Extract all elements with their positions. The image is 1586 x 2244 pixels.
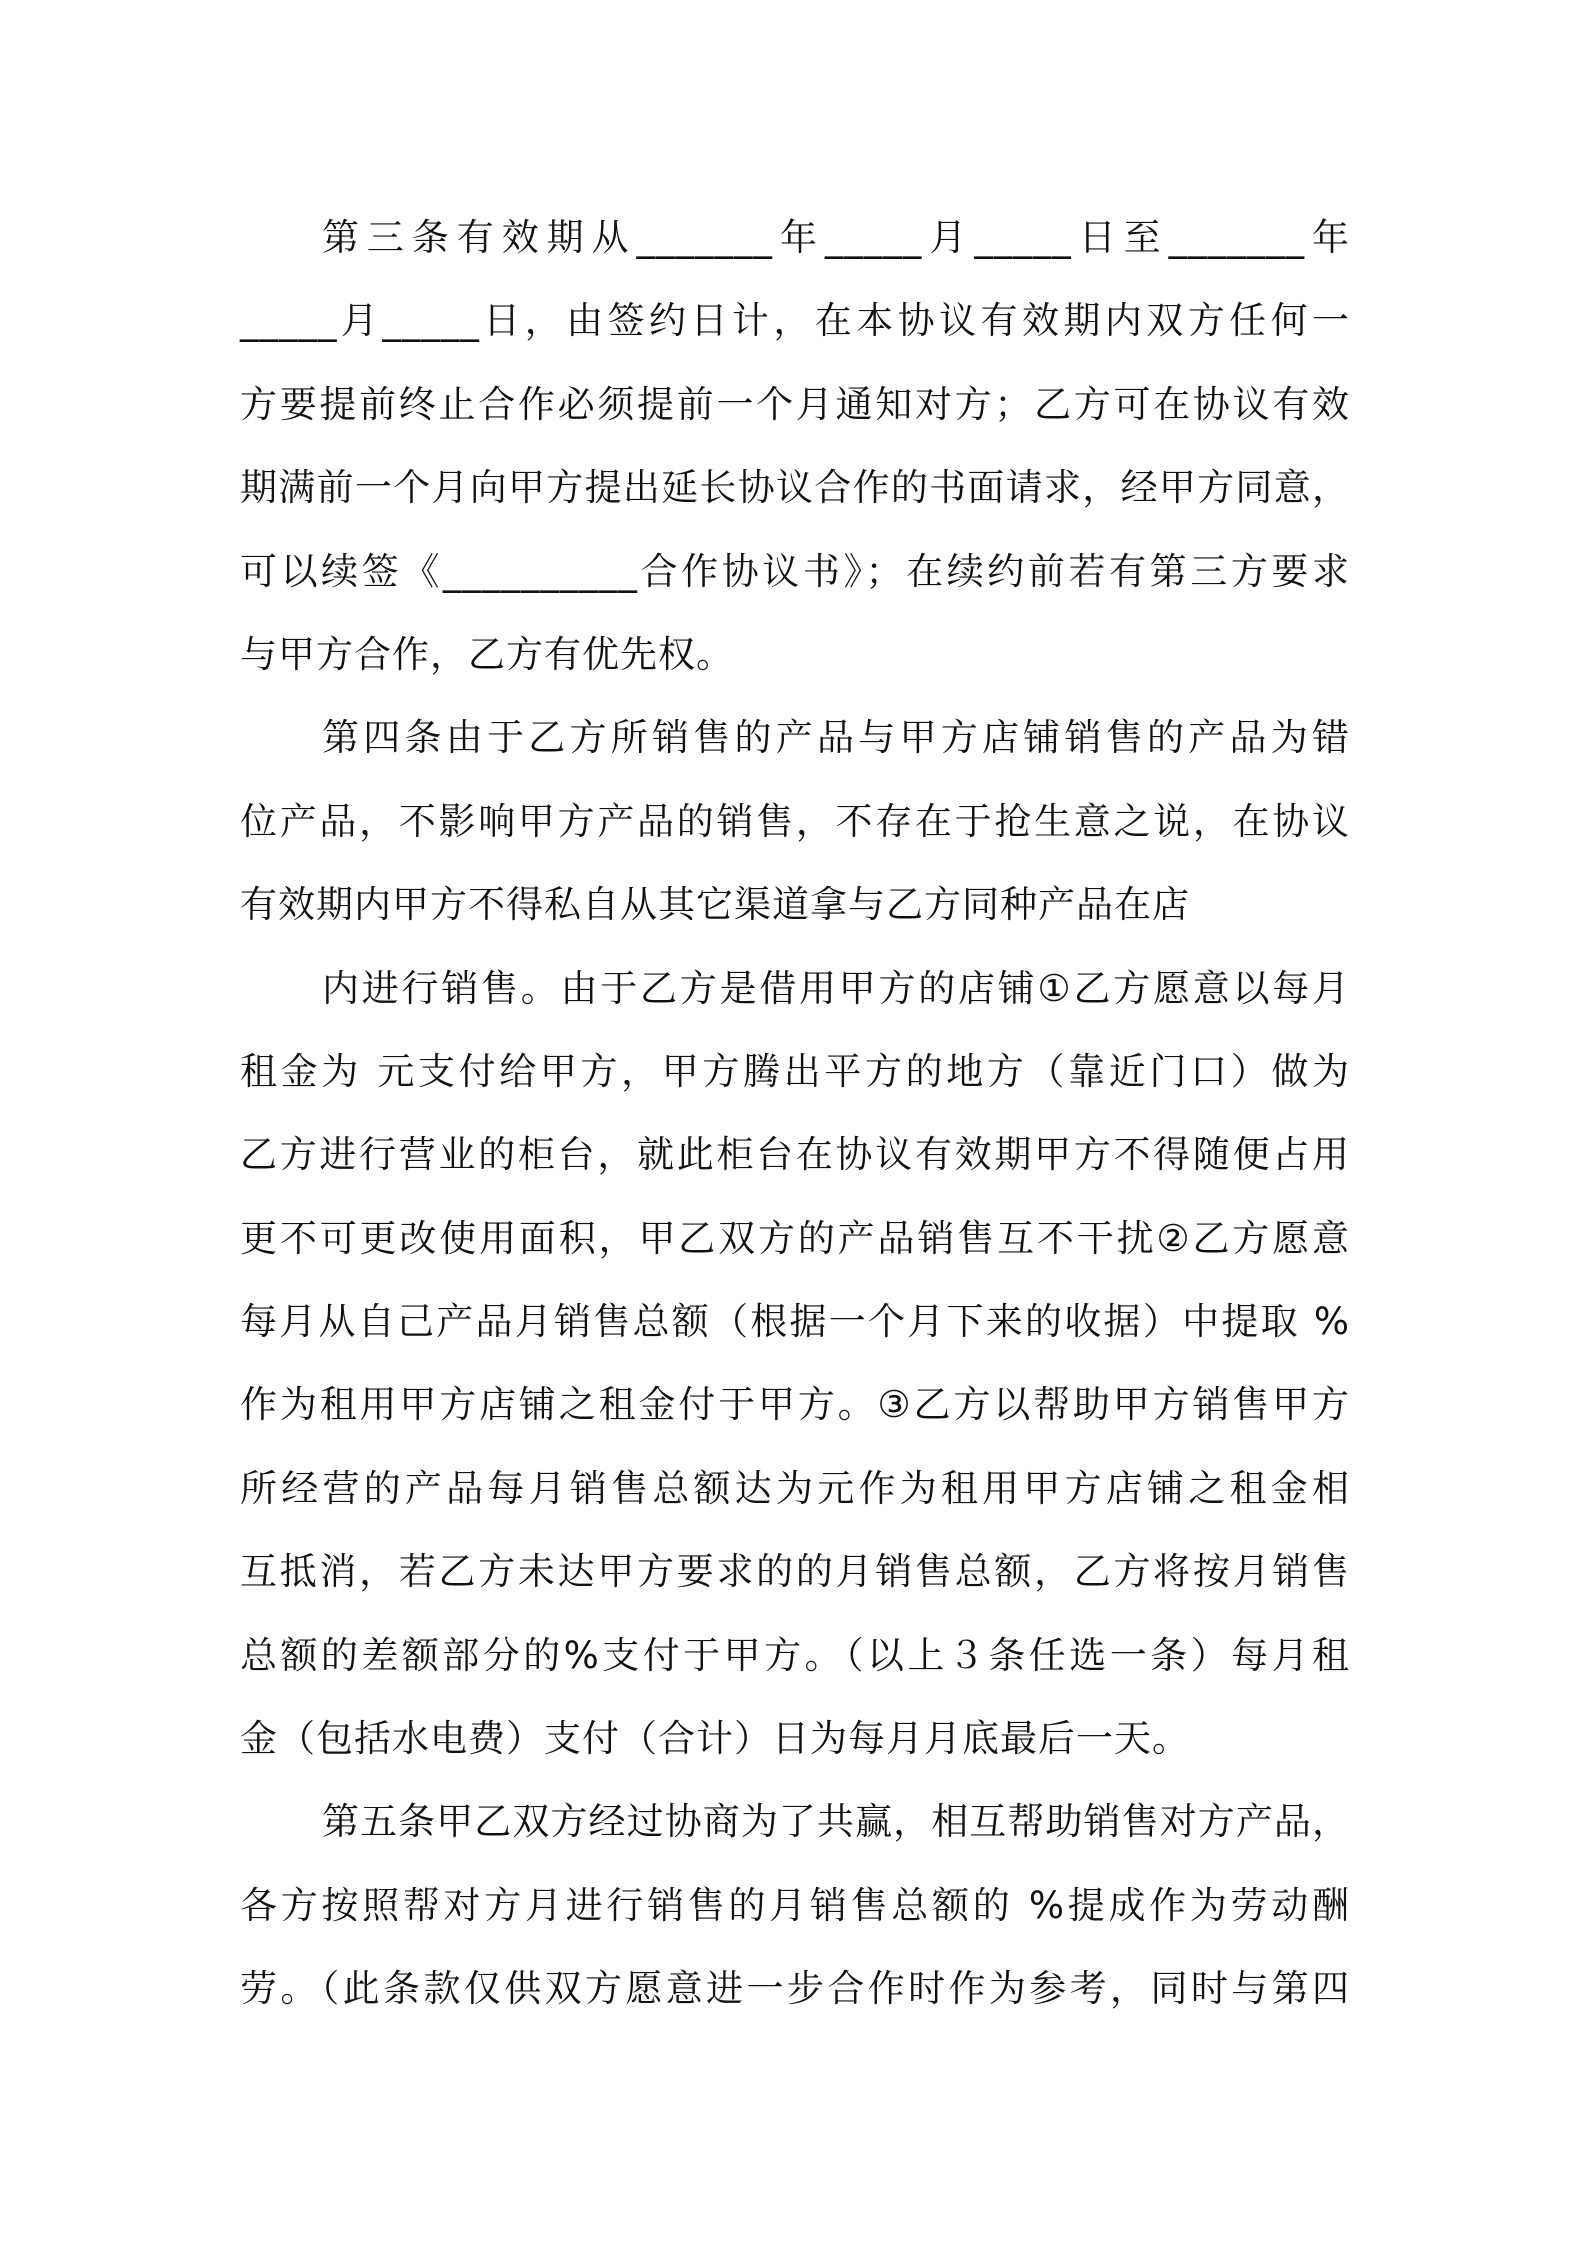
text-line: 作为租用甲方店铺之租金付于甲方。③乙方以帮助甲方销售甲方 <box>240 1383 1350 1427</box>
document-body <box>240 196 1350 2031</box>
text-line: 总额的差额部分的%支付于甲方。（以上３条任选一条）每月租 <box>240 1633 1350 1677</box>
text-line: 各方按照帮对方月进行销售的月销售总额的 %提成作为劳动酬 <box>240 1883 1350 1927</box>
text-line: 与甲方合作，乙方有优先权。 <box>240 632 734 676</box>
paragraph-article-3 <box>240 196 1350 696</box>
text-line: 劳。（此条款仅供双方愿意进一步合作时作为参考，同时与第四 <box>240 1967 1350 2011</box>
text-line: 更不可更改使用面积，甲乙双方的产品销售互不干扰②乙方愿意 <box>240 1216 1350 1260</box>
paragraph-article-4-continued <box>240 947 1350 1781</box>
text-line: 位产品，不影响甲方产品的销售，不存在于抢生意之说，在协议 <box>240 799 1350 843</box>
text-line: 互抵消，若乙方未达甲方要求的的月销售总额，乙方将按月销售 <box>240 1550 1350 1594</box>
text-line: 期满前一个月向甲方提出延长协议合作的书面请求，经甲方同意， <box>240 466 1350 510</box>
text-line: 所经营的产品每月销售总额达为元作为租用甲方店铺之租金相 <box>240 1466 1350 1510</box>
text-line: 第五条甲乙双方经过协商为了共赢，相互帮助销售对方产品， <box>322 1800 1350 1844</box>
text-line: 乙方进行营业的柜台，就此柜台在协议有效期甲方不得随便占用 <box>240 1133 1350 1177</box>
text-line: 内进行销售。由于乙方是借用甲方的店铺①乙方愿意以每月 <box>322 966 1350 1010</box>
text-line: 金（包括水电费）支付（合计）日为每月月底最后一天。 <box>240 1717 1190 1761</box>
paragraph-article-5 <box>240 1780 1350 2030</box>
text-line: 第三条有效期从_______年_____月_____日至_______年 <box>322 216 1350 259</box>
text-line: 有效期内甲方不得私自从其它渠道拿与乙方同种产品在店 <box>240 883 1190 927</box>
text-line: _____月_____日，由签约日计，在本协议有效期内双方任何一 <box>240 299 1350 343</box>
text-line: 每月从自己产品月销售总额（根据一个月下来的收据）中提取 % <box>240 1300 1350 1344</box>
text-line: 方要提前终止合作必须提前一个月通知对方；乙方可在协议有效 <box>240 382 1350 426</box>
text-line: 第四条由于乙方所销售的产品与甲方店铺销售的产品为错 <box>322 716 1350 760</box>
text-line: 租金为 元支付给甲方，甲方腾出平方的地方（靠近门口）做为 <box>240 1049 1350 1093</box>
text-line: 可以续签《__________合作协议书》；在续约前若有第三方要求 <box>240 549 1350 593</box>
paragraph-article-4 <box>240 696 1350 946</box>
